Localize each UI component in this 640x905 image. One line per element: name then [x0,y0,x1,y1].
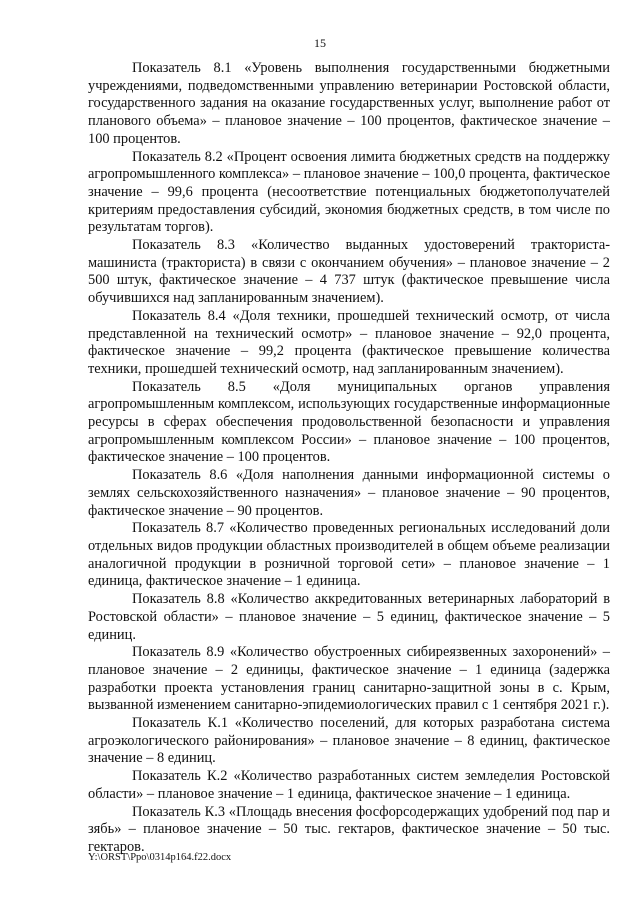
indicator-paragraph-8-1: Показатель 8.1 «Уровень выполнения государственными бюджетными учреждениями, подведомственными управлению ветеринарии Ростовской области, государственного задания на оказание государственных услуг, выполнение работ от планового объема» – плановое значение – 100 процентов, фактическое значение – 100 процентов. [88,60,610,147]
indicator-paragraph-8-8: Показатель 8.8 «Количество аккредитованных ветеринарных лабораторий в Ростовской области» – плановое значение – 5 единиц, фактическое значение – 5 единиц. [88,591,610,643]
indicator-paragraph-8-5: Показатель 8.5 «Доля муниципальных органов управления агропромышленным комплексом, использующих государственные информационные ресурсы в сферах обеспечения продовольственной безопасности и управления агропромышленным комплексом России» – плановое значение – 100 процентов, фактическое значение – 100 процентов. [88,378,610,466]
indicator-paragraph-k-3: Показатель К.3 «Площадь внесения фосфорсодержащих удобрений под пар и зябь» – плановое значение – 50 тыс. гектаров, фактическое значение – 50 тыс. гектаров. [88,803,610,855]
indicator-paragraph-8-4: Показатель 8.4 «Доля техники, прошедшей технический осмотр, от числа представленной на технический осмотр» – плановое значение – 92,0 процента, фактическое значение – 99,2 процента (фактическое превышение количества техники, прошедшей технический осмотр, над запланированным значением). [88,307,610,377]
indicator-paragraph-k-2: Показатель К.2 «Количество разработанных систем земледелия Ростовской области» – плановое значение – 1 единица, фактическое значение – 1 единица. [88,768,610,802]
indicator-paragraph-8-9: Показатель 8.9 «Количество обустроенных сибиреязвенных захоронений» – плановое значение – 2 единицы, фактическое значение – 1 единица (задержка разработки проекта установления границ санитарно-защитной зоны в с. Крым, вызванной изменением санитарно-эпидемиологических правил с 1 сентября 2021 г.). [88,644,610,714]
page-number: 15 [314,36,326,50]
indicator-paragraph-8-3: Показатель 8.3 «Количество выданных удостоверений тракториста-машиниста (тракториста) в связи с окончанием обучения» – плановое значение – 2 500 штук, фактическое значение – 4 737 штук (фактическое превышение числа обучившихся над запланированным значением). [88,237,610,307]
footer-file-path: Y:\ORST\Ppo\0314p164.f22.docx [88,852,232,863]
indicator-paragraph-8-2: Показатель 8.2 «Процент освоения лимита бюджетных средств на поддержку агропромышленного комплекса» – плановое значение – 100,0 процента, фактическое значение – 99,6 процента (несоответствие потенциальных бюджетополучателей критериям предоставления субсидий, экономия бюджетных средств, в том числе по результатам торгов). [88,148,610,236]
indicator-paragraph-k-1: Показатель К.1 «Количество поселений, для которых разработана система агроэкологического районирования» – плановое значение – 8 единиц, фактическое значение – 8 единиц. [88,715,610,767]
document-body [88,60,610,857]
indicator-paragraph-8-6: Показатель 8.6 «Доля наполнения данными информационной системы о землях сельскохозяйственного назначения» – плановое значение – 90 процентов, фактическое значение – 90 процентов. [88,467,610,519]
indicator-paragraph-8-7: Показатель 8.7 «Количество проведенных региональных исследований доли отдельных видов продукции областных производителей в общем объеме реализации аналогичной продукции в розничной торговой сети» – плановое значение – 1 единица, фактическое значение – 1 единица. [88,520,610,590]
